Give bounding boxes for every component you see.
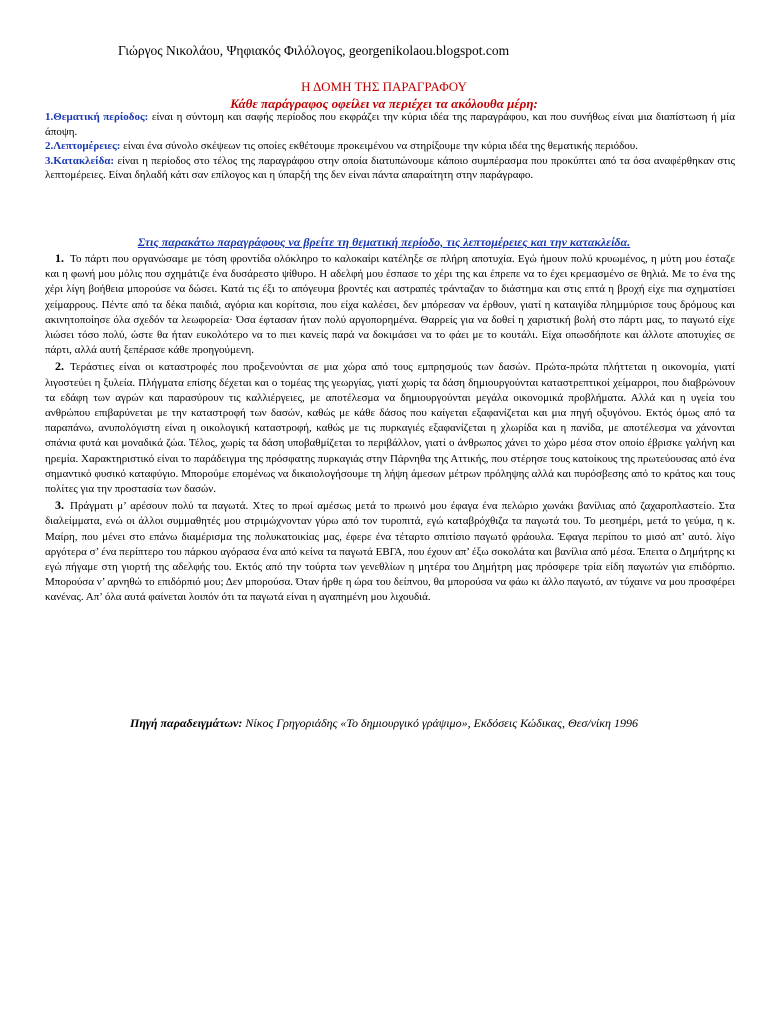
paragraph-number: 1. (55, 251, 64, 265)
definition-term: 1.Θεματική περίοδος: (45, 111, 149, 123)
definition-item (45, 139, 735, 154)
definition-term: 3.Κατακλείδα: (45, 154, 115, 167)
definition-text: είναι η περίοδος στο τέλος της παραγράφου στην οποία διατυπώνουμε κάποιο συμπέρασμα που προκύπτει από τα όσα αναφέρθηκαν στις λεπτομέρειες. Είναι δηλαδή κάτι σαν επίλογος και η ύπαρξή της δεν είναι πάντα απαραίτητη στην παράγραφο. (45, 154, 735, 182)
exercise-instruction: Στις παρακάτω παραγράφους να βρείτε τη θεματική περίοδο, τις λεπτομέρειες και την κατακλείδα. (137, 235, 631, 249)
page-title: Η ΔΟΜΗ ΤΗΣ ΠΑΡΑΓΡΑΦΟΥ (301, 79, 467, 94)
definition-text: είναι ένα σύνολο σκέψεων τις οποίες εκθέτουμε προκειμένου να στηρίξουμε την κύρια ιδέα της θεματικής περιόδου. (120, 140, 638, 153)
paragraph-text: Τεράστιες είναι οι καταστροφές που προξενούνται σε μια χώρα από τους εμπρησμούς των δασών. Πρώτα-πρώτα πλήττεται η οικονομία, γιατί λιγοστεύει η ξυλεία. Πλήγματα επίσης δέχεται και ο τομέας της γεωργίας, γιατί χωρίς τα δάση δημιουργούνται καταστρεπτικοί χείμαρροι, που διαβρώνουν τα εδάφη των αγρών και παρασύρουν τις καλλιέργειες, με αποτέλεσμα να δημιουργούνται μεγάλα οικονομικά προβλήματα. Αλλά και η υγεία του ανθρώπου επιβαρύνεται με την καταστροφή των δασών, καθώς με κάθε δάσος που καίγεται εξαφανίζεται και μια πηγή οξυγόνου. Εκτός όμως από τα παραπάνω, ανυπολόγιστη είναι η οικολογική καταστροφή, καθώς με τις πυρκαγιές εξαφανίζεται η χλωρίδα και η πανίδα, με αποτέλεσμα να χάνονται σπάνια φυτά και μοναδικά ζώα. Τέλος, χωρίς τα δάση υποβαθμίζεται το περιβάλλον, γιατί ο άνθρωπος χάνει το χώρο μέσα στον οποίο έβρισκε γαλήνη και ηρεμία. Χαρακτηριστικό είναι το παράδειγμα της πρόσφατης πυρκαγιάς στην Πάρνηθα της Αττικής, που στέρησε τους κατοίκους της πρωτεύουσας από ένα σημαντικό φυσικό καταφύγιο. Μπορούμε επομένως να δικαιολογήσουμε τη λήψη άμεσων μέτρων πρόληψης αλλά και πυρόσβεσης από το κράτος και τους πολίτες για την προστασία των δασών. (45, 361, 735, 496)
definitions-section (45, 110, 735, 183)
source-text: Νίκος Γρηγοριάδης «Το δημιουργικό γράψιμο», Εκδόσεις Κώδικας, Θεσ/νίκη 1996 (242, 716, 638, 730)
author-line: Γιώργος Νικολάου, Ψηφιακός Φιλόλογος, georgenikolaou.blogspot.com (118, 43, 510, 58)
source-label: Πηγή παραδειγμάτων: (130, 716, 243, 730)
paragraph-number: 3. (55, 498, 64, 513)
page-subtitle: Κάθε παράγραφος οφείλει να περιέχει τα ακόλουθα μέρη: (230, 96, 538, 111)
paragraph-text: Πράγματι μ’ αρέσουν πολύ τα παγωτά. Χτες το πρωί αμέσως μετά το πρωινό μου έφαγα ένα πελώριο χωνάκι βανίλιας από ζαχαροπλαστείο. Στα διαλείμματα, ενώ οι άλλοι συμμαθητές μου στριμώχνονταν γύρω από τον τυροπιτά, εγώ καταβρόχθιζα τα παγωτά του. Το μεσημέρι, μετά το γεύμα, η κ. Μαίρη, που μένει στο επάνω διαμέρισμα της πολυκατοικίας μας, έφερε ένα τέταρτο σπιτίσιο παγωτό φράουλα. Έφαγα περίπου το μισό απ’ αυτό. λίγο αργότερα σ’ ένα περίπτερο του πάρκου αγόρασα ένα από κείνα τα παγωτά ΕΒΓΑ, που έχουν απ’ έξω σοκολάτα και βανίλια από μέσα. Έπειτα ο Δημήτρης κι εγώ πήγαμε στη γιορτή της αδελφής του. Εκτός από την τούρτα των γενεθλίων η μητέρα του Δημήτρη μας πρόσφερε τρία είδη παγωτών για επιδόρπιο. Μπορούσα ν’ αρνηθώ το επιδόρπιό μου; Δεν μπορούσα. Όταν ήρθε η ώρα του δείπνου, θα μπορούσα να φάω κι άλλο παγωτό, αν τύχαινε να μου προσφέρει κανένας. Απ’ όλα αυτά φαίνεται λοιπόν ότι τα παγωτά είναι η αγαπημένη μου λιχουδιά. (45, 500, 735, 604)
exercise-paragraph (45, 498, 735, 605)
exercise-paragraphs (45, 251, 735, 607)
paragraph-number: 2. (55, 359, 64, 374)
definition-item (45, 154, 735, 183)
definition-text: είναι η σύντομη και σαφής περίοδος που εκφράζει την κύρια ιδέα της παραγράφου, και που συνήθως είναι μια διαπίστωση ή μία άποψη. (45, 111, 735, 138)
exercise-paragraph (45, 359, 735, 497)
exercise-paragraph (45, 251, 735, 358)
definition-item (45, 110, 735, 139)
paragraph-text: Το πάρτι που οργανώσαμε με τόση φροντίδα ολόκληρο το καλοκαίρι κατέληξε σε πλήρη αποτυχία. Εγώ ήμουν πολύ κρυωμένος, η μύτη μου έσταζε και η φωνή μου μόλις που σχημάτιζε ένα δυσάρεστο ψίθυρο. Η αδελφή μου έσπασε το χέρι της και έπρεπε να το έχει κρεμασμένο σε θηλιά. Με το ένα της χέρι λίγη βοήθεια μπορούσε να δώσει. Κατά τις έξι το απόγευμα βροντές και αστραπές τράνταζαν το διάστημα και στις επτά η βροχή είχε πια σχηματίσει χείμαρρους. Πέντε από τα δέκα παιδιά, αγόρια και κορίτσια, που είχα καλέσει, δεν μπόρεσαν να έρθουν, γιατί η καταιγίδα πλημμύρισε τους δρόμους και ακινητοποίησε όλα σχεδόν τα λεωφορεία· Όσα έφτασαν ήταν πολύ αργοπορημένα. Θαρρείς για να δοθεί η χαριστική βολή στο πάρτι μας, το παγωτό είχε λιώσει τόσο πολύ, ώστε θα ήταν ευκολότερο να το πιει κανείς παρά να δοκιμάσει να το φάει με το κουτάλι. Είχα οπωσδήποτε και άλλοτε αποτυχίες σε πάρτι, αλλά αυτή ξεπέρασε κάθε προηγούμενη. (45, 253, 735, 357)
source-citation (0, 716, 768, 730)
definition-term: 2.Λεπτομέρειες: (45, 140, 121, 153)
